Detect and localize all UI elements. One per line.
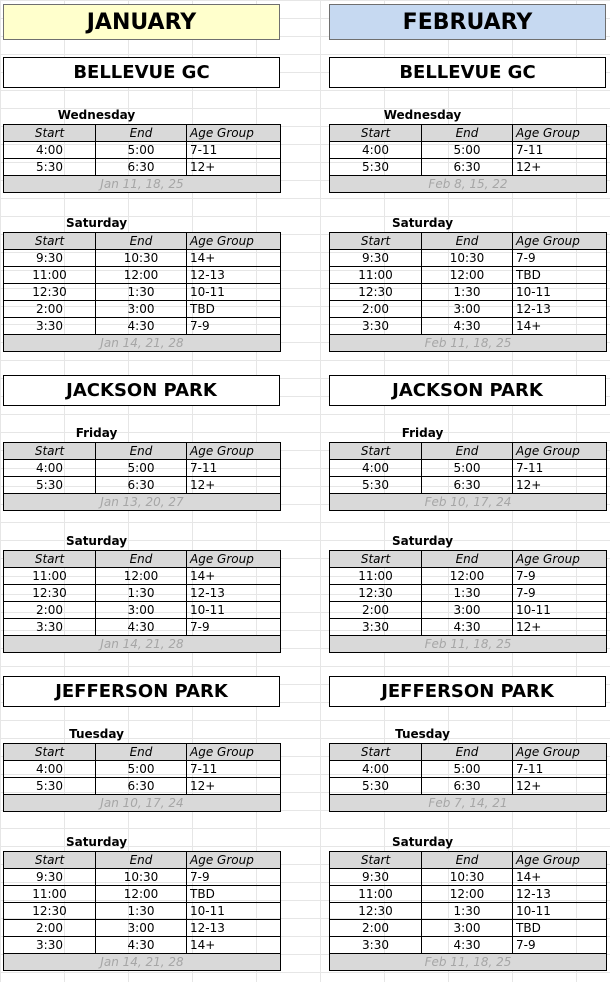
cell-end: 5:00 (422, 142, 513, 159)
schedule-table (329, 743, 607, 812)
header-age-group: Age Group (187, 744, 281, 761)
day-label: Friday (75, 426, 118, 440)
cell-start: 2:00 (4, 920, 96, 937)
cell-end: 4:30 (96, 619, 187, 636)
park-title: JACKSON PARK (3, 375, 280, 406)
cell-start: 12:30 (4, 585, 96, 602)
cell-start: 9:30 (4, 869, 96, 886)
cell-end: 10:30 (422, 250, 513, 267)
day-label: Saturday (65, 216, 128, 230)
cell-age-group: TBD (187, 886, 281, 903)
header-age-group: Age Group (513, 852, 607, 869)
cell-age-group: 12+ (187, 159, 281, 176)
day-label: Saturday (391, 534, 454, 548)
cell-end: 1:30 (422, 903, 513, 920)
session-dates: Jan 14, 21, 28 (4, 636, 281, 653)
header-age-group: Age Group (187, 852, 281, 869)
cell-start: 4:00 (4, 460, 96, 477)
header-start: Start (4, 233, 96, 250)
session-dates: Feb 7, 14, 21 (330, 795, 607, 812)
schedule-table (3, 442, 281, 511)
cell-start: 4:00 (4, 761, 96, 778)
table-row (330, 778, 607, 795)
table-row (330, 301, 607, 318)
session-dates: Jan 14, 21, 28 (4, 954, 281, 971)
cell-end: 3:00 (96, 920, 187, 937)
cell-age-group: 7-9 (513, 250, 607, 267)
header-end: End (422, 125, 513, 142)
cell-age-group: 12+ (513, 778, 607, 795)
table-row (330, 159, 607, 176)
schedule-table (329, 232, 607, 352)
cell-start: 9:30 (330, 869, 422, 886)
header-end: End (96, 233, 187, 250)
table-row (4, 284, 281, 301)
session-dates: Jan 10, 17, 24 (4, 795, 281, 812)
cell-start: 11:00 (330, 267, 422, 284)
month-title: FEBRUARY (329, 4, 606, 40)
cell-start: 2:00 (4, 602, 96, 619)
header-end: End (96, 744, 187, 761)
header-age-group: Age Group (187, 551, 281, 568)
header-end: End (422, 551, 513, 568)
cell-end: 4:30 (422, 937, 513, 954)
cell-start: 4:00 (330, 460, 422, 477)
table-row (330, 920, 607, 937)
cell-start: 4:00 (330, 761, 422, 778)
cell-age-group: 7-11 (513, 761, 607, 778)
header-start: Start (330, 551, 422, 568)
cell-start: 11:00 (330, 886, 422, 903)
cell-age-group: 7-9 (187, 318, 281, 335)
schedule-table (3, 124, 281, 193)
cell-age-group: 7-11 (187, 142, 281, 159)
park-title: JEFFERSON PARK (329, 676, 606, 707)
session-dates: Jan 11, 18, 25 (4, 176, 281, 193)
day-label: Wednesday (57, 108, 136, 122)
cell-age-group: 7-9 (513, 585, 607, 602)
table-row (330, 250, 607, 267)
cell-start: 9:30 (4, 250, 96, 267)
cell-age-group: 12+ (513, 477, 607, 494)
dates-row (4, 636, 281, 653)
cell-end: 1:30 (96, 284, 187, 301)
table-row (4, 761, 281, 778)
header-end: End (96, 852, 187, 869)
cell-end: 6:30 (96, 159, 187, 176)
table-row (4, 142, 281, 159)
cell-start: 12:30 (330, 903, 422, 920)
cell-age-group: 7-9 (187, 619, 281, 636)
cell-start: 5:30 (4, 159, 96, 176)
cell-start: 11:00 (4, 886, 96, 903)
header-row (330, 744, 607, 761)
header-age-group: Age Group (513, 233, 607, 250)
cell-age-group: 12+ (187, 477, 281, 494)
schedule-table (329, 851, 607, 971)
table-row (4, 920, 281, 937)
cell-end: 5:00 (96, 142, 187, 159)
schedule-table (3, 851, 281, 971)
schedule-table (3, 743, 281, 812)
header-row (4, 744, 281, 761)
header-row (4, 852, 281, 869)
header-row (4, 551, 281, 568)
table-row (330, 619, 607, 636)
cell-age-group: 7-11 (187, 761, 281, 778)
cell-start: 5:30 (4, 778, 96, 795)
cell-end: 12:00 (422, 886, 513, 903)
header-end: End (96, 125, 187, 142)
cell-end: 12:00 (422, 568, 513, 585)
cell-age-group: 10-11 (187, 602, 281, 619)
cell-start: 2:00 (330, 920, 422, 937)
cell-end: 10:30 (96, 869, 187, 886)
schedule-table (329, 550, 607, 653)
schedule-table (3, 550, 281, 653)
cell-age-group: 14+ (187, 568, 281, 585)
cell-end: 12:00 (96, 568, 187, 585)
cell-end: 5:00 (96, 460, 187, 477)
header-age-group: Age Group (513, 125, 607, 142)
table-row (330, 761, 607, 778)
day-label: Wednesday (383, 108, 462, 122)
cell-age-group: 7-9 (187, 869, 281, 886)
park-title: JACKSON PARK (329, 375, 606, 406)
day-label: Saturday (65, 835, 128, 849)
cell-end: 1:30 (96, 585, 187, 602)
header-age-group: Age Group (187, 233, 281, 250)
table-row (4, 568, 281, 585)
park-title: JEFFERSON PARK (3, 676, 280, 707)
cell-end: 3:00 (96, 301, 187, 318)
cell-end: 6:30 (422, 778, 513, 795)
table-row (4, 778, 281, 795)
cell-end: 3:00 (422, 301, 513, 318)
cell-age-group: 12+ (513, 159, 607, 176)
table-row (4, 301, 281, 318)
header-start: Start (330, 125, 422, 142)
header-row (330, 852, 607, 869)
cell-start: 11:00 (330, 568, 422, 585)
cell-age-group: 10-11 (513, 903, 607, 920)
cell-age-group: 10-11 (513, 284, 607, 301)
cell-end: 3:00 (422, 602, 513, 619)
session-dates: Feb 11, 18, 25 (330, 954, 607, 971)
table-row (330, 903, 607, 920)
cell-age-group: 7-11 (513, 460, 607, 477)
cell-start: 3:30 (330, 619, 422, 636)
header-end: End (422, 233, 513, 250)
cell-end: 3:00 (422, 920, 513, 937)
cell-age-group: 7-9 (513, 568, 607, 585)
header-row (330, 443, 607, 460)
table-row (4, 267, 281, 284)
header-start: Start (330, 852, 422, 869)
cell-end: 1:30 (96, 903, 187, 920)
cell-start: 11:00 (4, 568, 96, 585)
cell-end: 12:00 (422, 267, 513, 284)
cell-end: 1:30 (422, 284, 513, 301)
table-row (330, 602, 607, 619)
cell-end: 6:30 (422, 477, 513, 494)
dates-row (330, 636, 607, 653)
cell-start: 3:30 (330, 318, 422, 335)
table-row (4, 903, 281, 920)
cell-age-group: 14+ (513, 318, 607, 335)
session-dates: Feb 8, 15, 22 (330, 176, 607, 193)
day-label: Tuesday (69, 727, 124, 741)
table-row (330, 460, 607, 477)
cell-age-group: 14+ (187, 937, 281, 954)
park-title: BELLEVUE GC (3, 57, 280, 88)
header-end: End (96, 551, 187, 568)
schedule-table (329, 442, 607, 511)
park-title: BELLEVUE GC (329, 57, 606, 88)
cell-age-group: TBD (513, 267, 607, 284)
cell-start: 3:30 (4, 937, 96, 954)
cell-start: 2:00 (4, 301, 96, 318)
day-label: Saturday (391, 835, 454, 849)
cell-end: 4:30 (96, 937, 187, 954)
day-label: Friday (401, 426, 444, 440)
dates-row (330, 795, 607, 812)
cell-end: 10:30 (422, 869, 513, 886)
cell-start: 11:00 (4, 267, 96, 284)
day-label: Saturday (391, 216, 454, 230)
cell-start: 3:30 (4, 318, 96, 335)
cell-age-group: 12+ (187, 778, 281, 795)
session-dates: Feb 10, 17, 24 (330, 494, 607, 511)
header-row (4, 443, 281, 460)
header-age-group: Age Group (187, 125, 281, 142)
cell-age-group: 10-11 (187, 903, 281, 920)
cell-age-group: 12-13 (187, 585, 281, 602)
table-row (330, 477, 607, 494)
cell-start: 2:00 (330, 602, 422, 619)
table-row (4, 318, 281, 335)
header-age-group: Age Group (513, 443, 607, 460)
cell-end: 6:30 (96, 778, 187, 795)
table-row (330, 886, 607, 903)
cell-start: 5:30 (330, 778, 422, 795)
dates-row (330, 176, 607, 193)
header-start: Start (4, 852, 96, 869)
schedule-table (3, 232, 281, 352)
cell-start: 12:30 (4, 903, 96, 920)
table-row (330, 568, 607, 585)
table-row (4, 869, 281, 886)
dates-row (4, 335, 281, 352)
table-row (4, 937, 281, 954)
header-start: Start (4, 551, 96, 568)
cell-end: 6:30 (422, 159, 513, 176)
cell-age-group: TBD (187, 301, 281, 318)
header-start: Start (330, 443, 422, 460)
day-label: Saturday (65, 534, 128, 548)
table-row (330, 937, 607, 954)
cell-age-group: 7-11 (513, 142, 607, 159)
cell-start: 4:00 (330, 142, 422, 159)
cell-end: 12:00 (96, 267, 187, 284)
header-end: End (422, 744, 513, 761)
month-title: JANUARY (3, 4, 280, 40)
table-row (330, 142, 607, 159)
table-row (330, 284, 607, 301)
cell-end: 1:30 (422, 585, 513, 602)
cell-start: 12:30 (330, 284, 422, 301)
cell-end: 10:30 (96, 250, 187, 267)
header-start: Start (4, 443, 96, 460)
cell-end: 3:00 (96, 602, 187, 619)
cell-end: 6:30 (96, 477, 187, 494)
cell-end: 5:00 (422, 761, 513, 778)
session-dates: Feb 11, 18, 25 (330, 636, 607, 653)
cell-start: 5:30 (4, 477, 96, 494)
cell-start: 2:00 (330, 301, 422, 318)
header-row (4, 233, 281, 250)
cell-end: 4:30 (422, 619, 513, 636)
cell-end: 12:00 (96, 886, 187, 903)
cell-end: 5:00 (96, 761, 187, 778)
dates-row (4, 795, 281, 812)
header-row (330, 233, 607, 250)
cell-age-group: TBD (513, 920, 607, 937)
cell-start: 12:30 (4, 284, 96, 301)
cell-start: 5:30 (330, 159, 422, 176)
table-row (330, 267, 607, 284)
dates-row (4, 176, 281, 193)
cell-age-group: 12-13 (187, 920, 281, 937)
cell-end: 4:30 (96, 318, 187, 335)
table-row (4, 159, 281, 176)
cell-start: 3:30 (330, 937, 422, 954)
dates-row (4, 954, 281, 971)
header-age-group: Age Group (513, 744, 607, 761)
header-end: End (422, 443, 513, 460)
table-row (4, 886, 281, 903)
schedule-table (329, 124, 607, 193)
header-start: Start (330, 233, 422, 250)
header-age-group: Age Group (513, 551, 607, 568)
cell-start: 3:30 (4, 619, 96, 636)
header-start: Start (4, 744, 96, 761)
session-dates: Jan 14, 21, 28 (4, 335, 281, 352)
header-row (330, 125, 607, 142)
cell-age-group: 7-11 (187, 460, 281, 477)
header-row (330, 551, 607, 568)
cell-age-group: 12-13 (513, 886, 607, 903)
cell-start: 9:30 (330, 250, 422, 267)
cell-age-group: 12-13 (513, 301, 607, 318)
dates-row (330, 494, 607, 511)
session-dates: Jan 13, 20, 27 (4, 494, 281, 511)
table-row (4, 602, 281, 619)
cell-start: 5:30 (330, 477, 422, 494)
cell-start: 12:30 (330, 585, 422, 602)
table-row (4, 460, 281, 477)
table-row (4, 585, 281, 602)
cell-start: 4:00 (4, 142, 96, 159)
dates-row (330, 954, 607, 971)
header-end: End (96, 443, 187, 460)
dates-row (4, 494, 281, 511)
header-end: End (422, 852, 513, 869)
cell-end: 5:00 (422, 460, 513, 477)
cell-age-group: 14+ (187, 250, 281, 267)
cell-end: 4:30 (422, 318, 513, 335)
table-row (330, 869, 607, 886)
header-row (4, 125, 281, 142)
cell-age-group: 10-11 (513, 602, 607, 619)
day-label: Tuesday (395, 727, 450, 741)
table-row (4, 250, 281, 267)
cell-age-group: 14+ (513, 869, 607, 886)
cell-age-group: 12-13 (187, 267, 281, 284)
cell-age-group: 10-11 (187, 284, 281, 301)
cell-age-group: 12+ (513, 619, 607, 636)
table-row (330, 585, 607, 602)
cell-age-group: 7-9 (513, 937, 607, 954)
session-dates: Feb 11, 18, 25 (330, 335, 607, 352)
header-start: Start (330, 744, 422, 761)
header-age-group: Age Group (187, 443, 281, 460)
header-start: Start (4, 125, 96, 142)
table-row (4, 619, 281, 636)
table-row (4, 477, 281, 494)
table-row (330, 318, 607, 335)
dates-row (330, 335, 607, 352)
